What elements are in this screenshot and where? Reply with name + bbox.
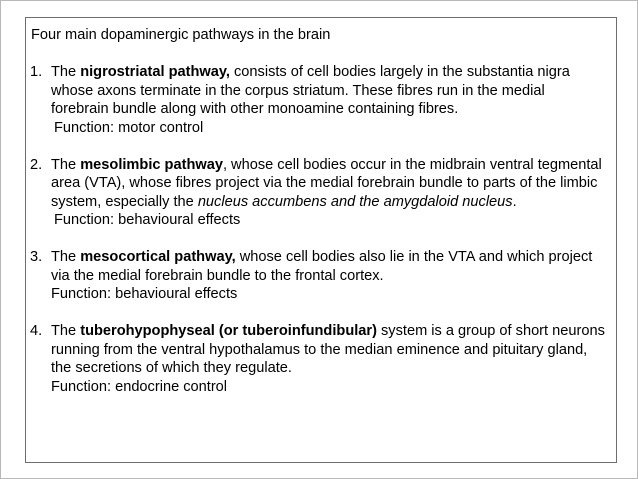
pathway-item-mesocortical <box>31 248 606 304</box>
pathway-item-mesolimbic <box>31 156 606 230</box>
slide-heading: Four main dopaminergic pathways in the brain <box>31 27 331 43</box>
pathway-name: nigrostriatal pathway, <box>80 64 230 80</box>
pathway-name: tuberohypophyseal (or tuberoinfundibular) <box>80 323 377 339</box>
item-prefix: The <box>51 323 81 339</box>
item-prefix: The <box>51 156 81 173</box>
pathway-name: mesocortical pathway, <box>80 249 236 265</box>
pathway-function: Function: endocrine control <box>51 378 228 395</box>
item-text <box>51 156 606 212</box>
item-description: consists of cell bodies largely in the substantia nigra whose axons terminate in the corpus striatum. These fibres run in the medial forebrain bundle along with other monoamine containing fibres. <box>51 64 570 117</box>
item-description: , whose cell bodies occur in the midbrain ventral tegmental area (VTA), whose fibres project via the medial forebrain bundle to parts of the limbic system, especially the <box>51 156 602 210</box>
pathway-function: Function: behavioural effects <box>51 286 238 302</box>
item-number: 3. <box>30 249 43 265</box>
item-italic-targets: nucleus accumbens and the amygdaloid nucleus <box>197 193 513 210</box>
item-number: 1. <box>30 64 43 80</box>
item-text <box>51 322 606 378</box>
item-number: 4. <box>30 323 43 339</box>
item-description: whose cell bodies also lie in the VTA and which project via the medial forebrain bundle to the frontal cortex. <box>51 249 593 284</box>
item-text <box>51 63 606 119</box>
slide-content <box>31 26 606 396</box>
item-description: system is a group of short neurons running from the ventral hypothalamus to the median eminence and pituitary gland, the secretions of which they regulate. <box>51 323 605 376</box>
item-number: 2. <box>30 156 43 173</box>
item-prefix: The <box>51 249 81 265</box>
pathway-item-tuberohypophyseal <box>31 322 606 396</box>
item-prefix: The <box>51 64 81 80</box>
pathway-name: mesolimbic pathway <box>80 156 223 173</box>
item-tail: . <box>512 193 517 210</box>
pathway-item-nigrostriatal <box>31 63 606 137</box>
item-text <box>51 248 606 285</box>
pathway-function: Function: motor control <box>54 119 204 136</box>
pathway-function: Function: behavioural effects <box>54 212 241 228</box>
